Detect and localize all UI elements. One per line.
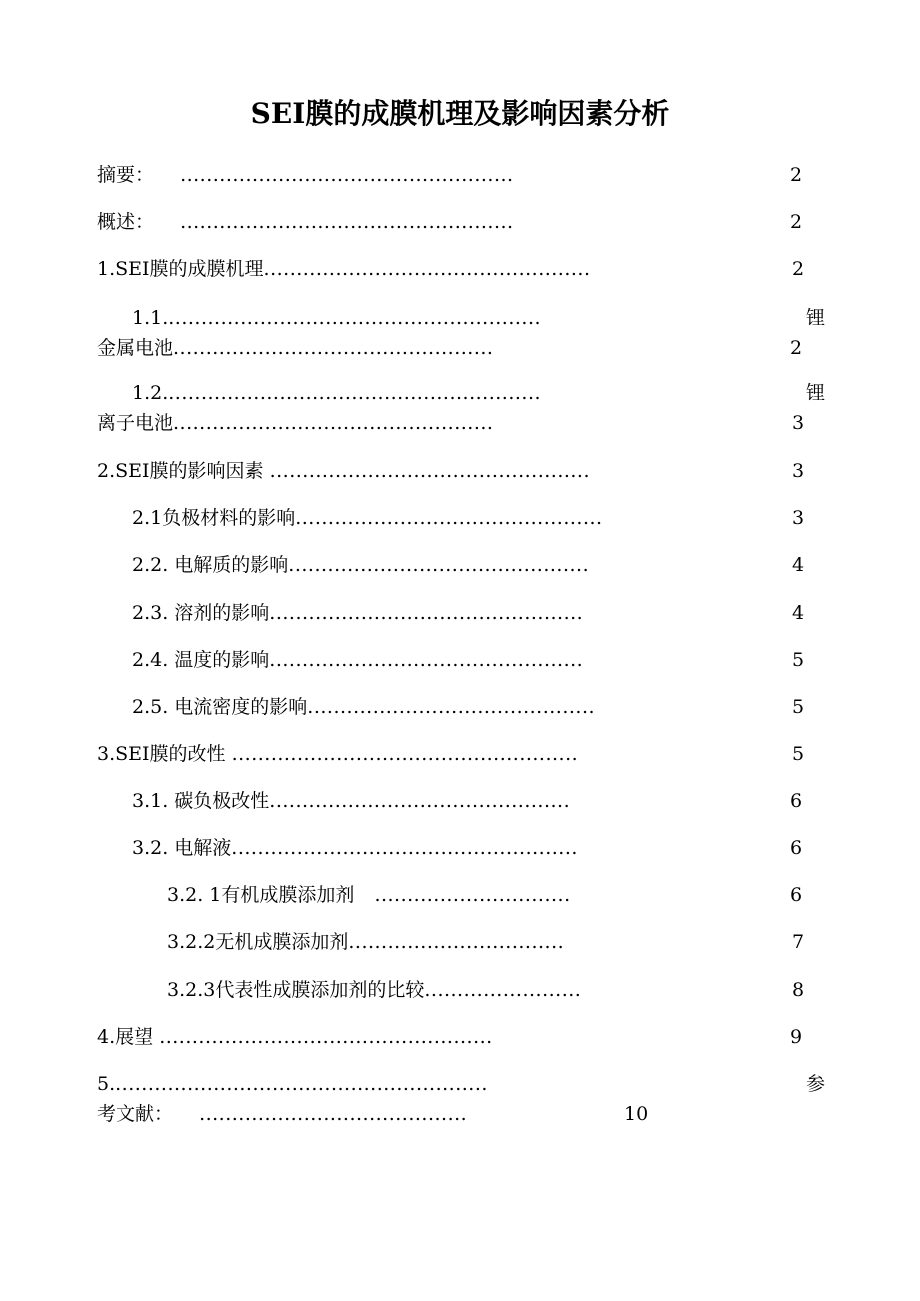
- toc-label: 1.1.: [132, 307, 169, 329]
- toc-leader: ................................................: [269, 649, 584, 671]
- toc-leader: ..................................................: [263, 258, 591, 280]
- toc-page-number: 6: [790, 837, 803, 859]
- toc-label: 1.2.: [132, 382, 169, 404]
- toc-entry-section-1[interactable]: [97, 256, 792, 282]
- toc-leader: ........................: [424, 979, 582, 1001]
- toc-label: 3.SEI膜的改性: [97, 743, 226, 765]
- toc-entry-section-3-2[interactable]: [132, 835, 787, 861]
- toc-entry-section-2-5[interactable]: [132, 694, 792, 720]
- toc-entry-section-2[interactable]: [97, 458, 792, 484]
- toc-page-number: 8: [792, 979, 805, 1001]
- toc-entry-abstract[interactable]: [97, 162, 797, 188]
- toc-page-number: 6: [790, 884, 803, 906]
- toc-entry-section-3-2-2[interactable]: [167, 929, 787, 955]
- toc-page-number: 7: [792, 931, 805, 953]
- toc-leader: ............................................: [307, 696, 596, 718]
- toc-page-number: 4: [792, 602, 805, 624]
- toc-wrapped-char: 锂: [806, 307, 826, 329]
- toc-leader: .........................................: [199, 1103, 468, 1125]
- toc-label: 2.5. 电流密度的影响: [132, 696, 308, 718]
- toc-page-number: 9: [790, 1026, 803, 1048]
- toc-page-number: 2: [790, 211, 803, 233]
- toc-leader: .................................................: [173, 412, 494, 434]
- toc-page-number: 6: [790, 790, 803, 812]
- toc-leader: ...................................................: [180, 164, 514, 186]
- toc-page-number: 3: [792, 460, 805, 482]
- toc-label: 3.2. 1有机成膜添加剂: [167, 884, 355, 906]
- toc-label: 概述：: [97, 211, 155, 233]
- toc-entry-section-4[interactable]: [97, 1024, 787, 1050]
- toc-entry-section-5[interactable]: [97, 1071, 807, 1097]
- toc-entry-continuation: [97, 410, 787, 436]
- toc-page-number: 2: [792, 258, 805, 280]
- toc-entry-section-1-2[interactable]: [132, 380, 807, 406]
- toc-leader: ..............................................: [269, 790, 571, 812]
- toc-label: 3.2. 电解液: [132, 837, 232, 859]
- toc-label: 2.2. 电解质的影响: [132, 554, 289, 576]
- toc-label: 离子电池: [97, 412, 174, 434]
- toc-page-number: 3: [792, 507, 805, 529]
- toc-entry-continuation: [97, 335, 787, 361]
- toc-label: 金属电池: [97, 337, 174, 359]
- toc-leader: .................................: [348, 931, 565, 953]
- toc-label: 4.展望: [97, 1026, 154, 1048]
- toc-entry-overview[interactable]: [97, 209, 797, 235]
- toc-wrapped-char: 锂: [806, 382, 826, 404]
- toc-entry-section-1-1[interactable]: [132, 305, 807, 331]
- toc-page-number: 5: [792, 649, 805, 671]
- toc-label: 2.3. 溶剂的影响: [132, 602, 270, 624]
- toc-leader: ..............................................: [288, 554, 590, 576]
- toc-label: 1.SEI膜的成膜机理: [97, 258, 264, 280]
- toc-page-number: 5: [792, 696, 805, 718]
- toc-page-number: 2: [790, 337, 803, 359]
- toc-label: 5.: [97, 1073, 116, 1095]
- toc-page-number: 10: [624, 1103, 649, 1125]
- toc-leader: ..............................: [374, 884, 571, 906]
- toc-leader: .........................................................: [168, 382, 542, 404]
- toc-label: 2.4. 温度的影响: [132, 649, 270, 671]
- toc-page-number: 4: [792, 554, 805, 576]
- toc-entry-section-2-3[interactable]: [132, 600, 792, 626]
- toc-page-number: 5: [792, 743, 805, 765]
- toc-entry-continuation: [97, 1101, 617, 1127]
- toc-entry-section-3-1[interactable]: [132, 788, 787, 814]
- toc-entry-section-3[interactable]: [97, 741, 792, 767]
- toc-entry-section-2-1[interactable]: [132, 505, 792, 531]
- toc-leader: .....................................................: [231, 743, 579, 765]
- toc-leader: .................................................: [173, 337, 494, 359]
- toc-leader: ...................................................: [159, 1026, 493, 1048]
- toc-leader: .........................................................: [115, 1073, 488, 1095]
- toc-label: 2.SEI膜的影响因素: [97, 460, 264, 482]
- toc-label: 摘要：: [97, 164, 155, 186]
- toc-leader: .................................................: [269, 460, 591, 482]
- toc-leader: .....................................................: [231, 837, 578, 859]
- toc-leader: .........................................................: [168, 307, 542, 329]
- toc-label: 3.2.3代表性成膜添加剂的比较: [167, 979, 425, 1001]
- toc-label: 2.1负极材料的影响: [132, 507, 296, 529]
- toc-entry-section-3-2-3[interactable]: [167, 977, 792, 1003]
- toc-entry-section-2-2[interactable]: [132, 552, 792, 578]
- document-title: SEI膜的成膜机理及影响因素分析: [250, 97, 670, 130]
- toc-leader: ................................................: [269, 602, 584, 624]
- toc-label: 考文献：: [97, 1103, 174, 1125]
- toc-leader: ...............................................: [295, 507, 603, 529]
- toc-page-number: 3: [792, 412, 805, 434]
- toc-page-number: 2: [790, 164, 803, 186]
- toc-entry-section-2-4[interactable]: [132, 647, 787, 673]
- toc-label: 3.2.2无机成膜添加剂: [167, 931, 349, 953]
- toc-entry-section-3-2-1[interactable]: [167, 882, 787, 908]
- toc-leader: ...................................................: [180, 211, 514, 233]
- toc-label: 3.1. 碳负极改性: [132, 790, 270, 812]
- toc-wrapped-char: 参: [806, 1073, 826, 1095]
